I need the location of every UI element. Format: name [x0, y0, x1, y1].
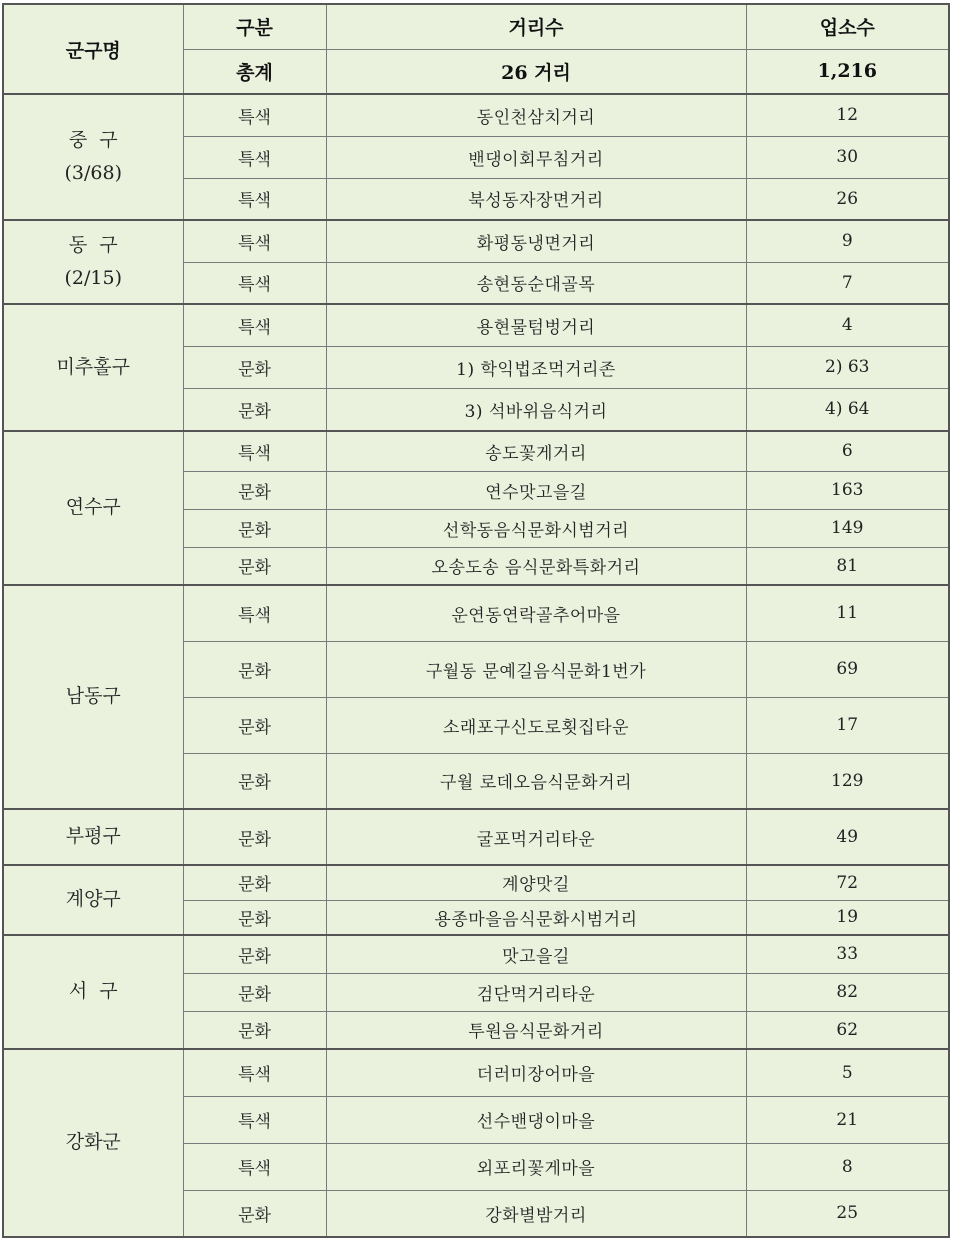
- count-cell: 163: [746, 471, 949, 509]
- district-name-line1: 동 구: [68, 233, 118, 256]
- district-name-line1: 강화군: [65, 1131, 121, 1154]
- road-cell: 용현물텀벙거리: [326, 304, 746, 346]
- district-name-line1: 계양구: [65, 888, 121, 911]
- road-cell: 3) 석바위음식거리: [326, 388, 746, 431]
- type-cell: 특색: [183, 304, 326, 346]
- table-row: [3, 585, 949, 641]
- count-cell: 149: [746, 509, 949, 547]
- district-name: [3, 304, 183, 431]
- road-cell: 굴포먹거리타운: [326, 809, 746, 865]
- district-name: [3, 1049, 183, 1237]
- type-cell: 문화: [183, 753, 326, 809]
- road-cell: 구월 로데오음식문화거리: [326, 753, 746, 809]
- count-cell: 49: [746, 809, 949, 865]
- road-cell: 오송도송 음식문화특화거리: [326, 547, 746, 585]
- road-cell: 소래포구신도로횟집타운: [326, 697, 746, 753]
- count-cell: 6: [746, 431, 949, 471]
- road-cell: 맛고을길: [326, 935, 746, 973]
- count-cell: 72: [746, 865, 949, 900]
- type-cell: 문화: [183, 346, 326, 388]
- table-row: [3, 220, 949, 262]
- district-header: 군구명: [3, 4, 183, 94]
- type-cell: 특색: [183, 1143, 326, 1190]
- count-cell: 12: [746, 94, 949, 136]
- district-name-line1: 미추홀구: [56, 355, 130, 378]
- road-cell: 강화별밤거리: [326, 1190, 746, 1237]
- total-roads: 26 거리: [326, 49, 746, 94]
- type-cell: 특색: [183, 136, 326, 178]
- table-row: [3, 304, 949, 346]
- road-cell: 선학동음식문화시범거리: [326, 509, 746, 547]
- road-cell: 1) 학익법조먹거리존: [326, 346, 746, 388]
- table-row: [3, 809, 949, 865]
- type-cell: 문화: [183, 509, 326, 547]
- count-cell: 25: [746, 1190, 949, 1237]
- district-name-line1: 연수구: [65, 496, 121, 519]
- type-cell: 문화: [183, 1011, 326, 1049]
- district-name: [3, 585, 183, 809]
- count-cell: 62: [746, 1011, 949, 1049]
- table-row: [3, 865, 949, 900]
- type-cell: 문화: [183, 1190, 326, 1237]
- count-cell: 4: [746, 304, 949, 346]
- district-name-line2: (3/68): [64, 162, 122, 184]
- count-cell: 11: [746, 585, 949, 641]
- type-cell: 특색: [183, 431, 326, 471]
- road-cell: 투원음식문화거리: [326, 1011, 746, 1049]
- type-cell: 특색: [183, 585, 326, 641]
- type-cell: 문화: [183, 697, 326, 753]
- type-cell: 특색: [183, 178, 326, 220]
- district-name-line1: 중 구: [68, 128, 118, 151]
- road-cell: 검단먹거리타운: [326, 973, 746, 1011]
- count-cell: 69: [746, 641, 949, 697]
- type-cell: 문화: [183, 388, 326, 431]
- header-row: [3, 4, 949, 49]
- count-cell: 8: [746, 1143, 949, 1190]
- type-cell: 특색: [183, 262, 326, 304]
- table-row: [3, 431, 949, 471]
- type-cell: 문화: [183, 865, 326, 900]
- total-count: 1,216: [746, 49, 949, 94]
- count-cell: 129: [746, 753, 949, 809]
- count-cell: 26: [746, 178, 949, 220]
- type-cell: 특색: [183, 220, 326, 262]
- district-name: [3, 865, 183, 935]
- district-name: [3, 94, 183, 220]
- district-name: [3, 935, 183, 1049]
- count-cell: 19: [746, 900, 949, 935]
- count-cell: 9: [746, 220, 949, 262]
- count-cell: 33: [746, 935, 949, 973]
- type-cell: 문화: [183, 641, 326, 697]
- table-row: [3, 94, 949, 136]
- district-name-line2: (2/15): [64, 267, 122, 289]
- type-cell: 문화: [183, 547, 326, 585]
- type-header: 구분: [183, 4, 326, 49]
- road-cell: 밴댕이회무침거리: [326, 136, 746, 178]
- district-name-line1: 부평구: [65, 825, 121, 848]
- road-cell: 화평동냉면거리: [326, 220, 746, 262]
- road-cell: 용종마을음식문화시범거리: [326, 900, 746, 935]
- table-row: [3, 1049, 949, 1096]
- road-cell: 계양맛길: [326, 865, 746, 900]
- type-cell: 특색: [183, 1049, 326, 1096]
- district-name-line1: 남동구: [65, 685, 121, 708]
- road-cell: 더러미장어마을: [326, 1049, 746, 1096]
- total-label: 총계: [183, 49, 326, 94]
- road-cell: 선수밴댕이마을: [326, 1096, 746, 1143]
- road-cell: 구월동 문예길음식문화1번가: [326, 641, 746, 697]
- count-header: 업소수: [746, 4, 949, 49]
- type-cell: 특색: [183, 1096, 326, 1143]
- table-body: [3, 94, 949, 1237]
- type-cell: 문화: [183, 935, 326, 973]
- road-header: 거리수: [326, 4, 746, 49]
- type-cell: 문화: [183, 900, 326, 935]
- road-cell: 동인천삼치거리: [326, 94, 746, 136]
- count-cell: 4) 64: [746, 388, 949, 431]
- count-cell: 17: [746, 697, 949, 753]
- count-cell: 81: [746, 547, 949, 585]
- type-cell: 문화: [183, 471, 326, 509]
- road-cell: 북성동자장면거리: [326, 178, 746, 220]
- road-cell: 운연동연락골추어마을: [326, 585, 746, 641]
- table-row: [3, 935, 949, 973]
- road-cell: 송도꽃게거리: [326, 431, 746, 471]
- district-name: [3, 220, 183, 304]
- food-street-table: [2, 3, 950, 1238]
- count-cell: 2) 63: [746, 346, 949, 388]
- count-cell: 7: [746, 262, 949, 304]
- type-cell: 특색: [183, 94, 326, 136]
- count-cell: 21: [746, 1096, 949, 1143]
- road-cell: 송현동순대골목: [326, 262, 746, 304]
- count-cell: 30: [746, 136, 949, 178]
- road-cell: 연수맛고을길: [326, 471, 746, 509]
- count-cell: 5: [746, 1049, 949, 1096]
- district-name-line1: 서 구: [68, 980, 118, 1003]
- road-cell: 외포리꽃게마을: [326, 1143, 746, 1190]
- type-cell: 문화: [183, 809, 326, 865]
- count-cell: 82: [746, 973, 949, 1011]
- type-cell: 문화: [183, 973, 326, 1011]
- district-name: [3, 809, 183, 865]
- district-name: [3, 431, 183, 585]
